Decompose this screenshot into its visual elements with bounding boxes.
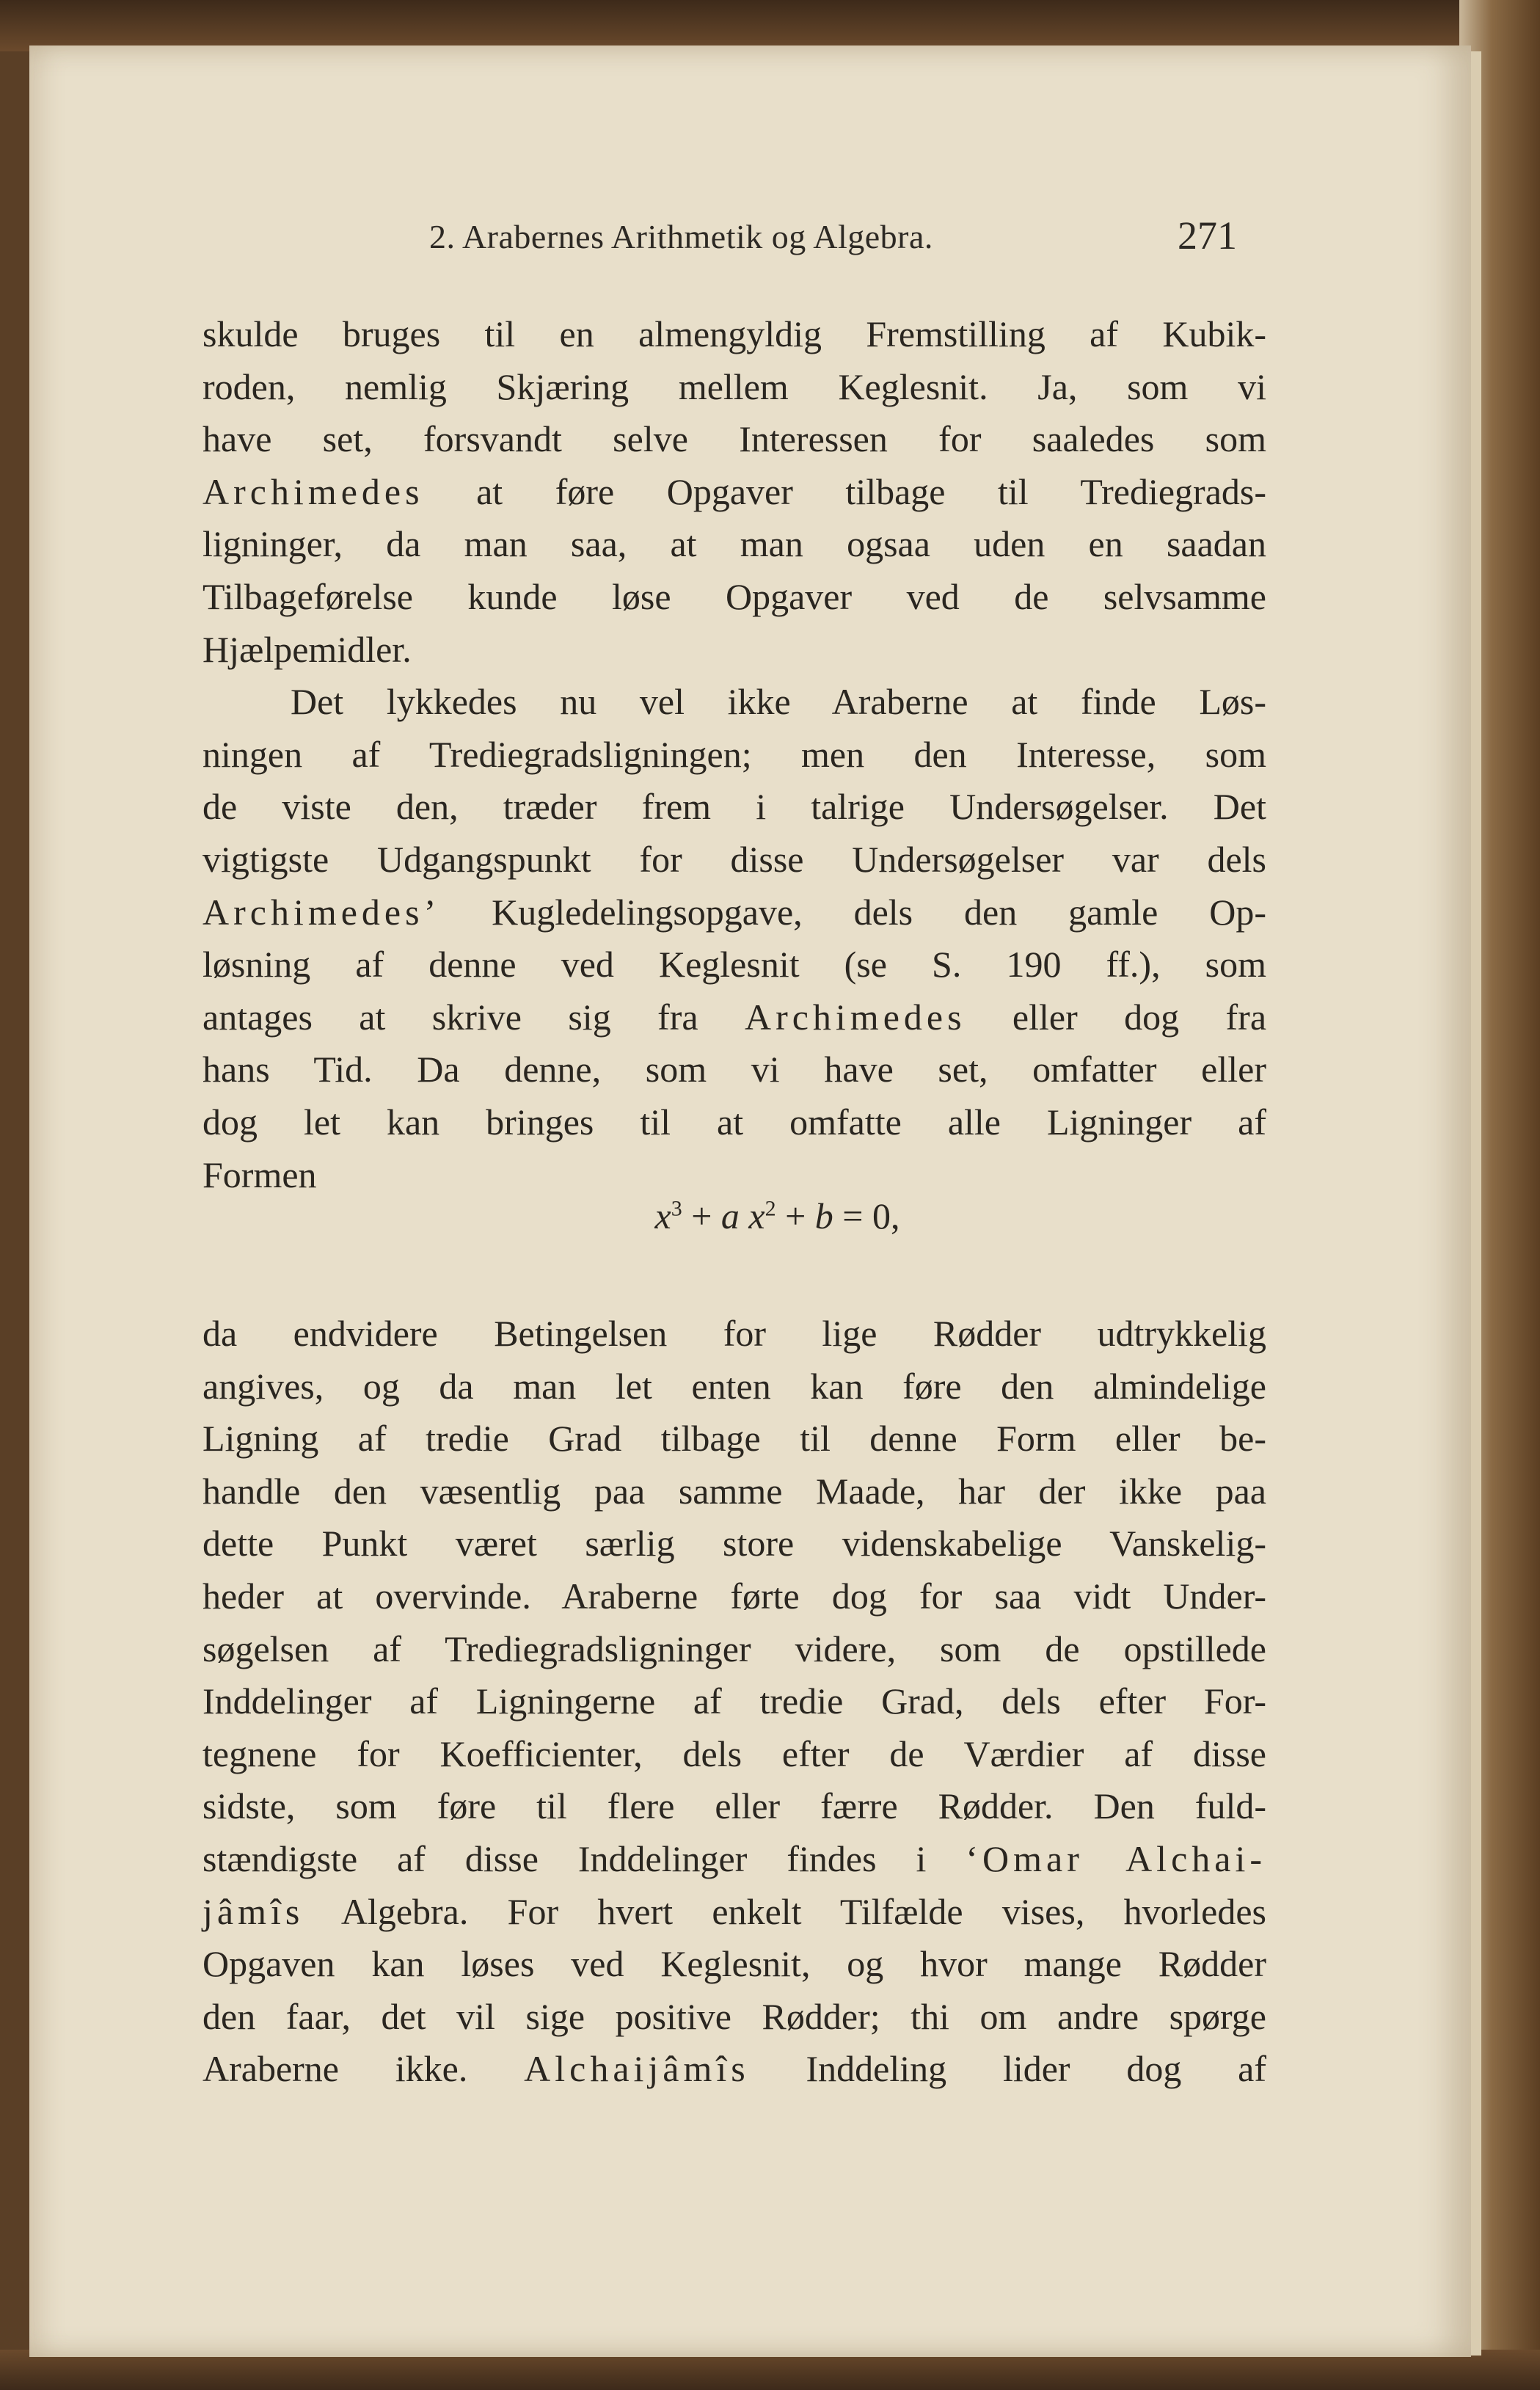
- equation-exp-2: 2: [764, 1196, 776, 1221]
- text-line: [202, 1360, 1266, 1413]
- text-segment: roden, nemlig Skjæring mellem Keglesnit. Ja, som vi: [202, 365, 1266, 407]
- emphasized-name: jâmîs: [202, 1890, 304, 1932]
- text-line: [202, 1780, 1266, 1833]
- text-line: [202, 1938, 1266, 1991]
- text-line: [202, 939, 1266, 991]
- text-line: [202, 1308, 1266, 1360]
- text-segment: have set, forsvandt selve Interessen for saaledes som: [202, 418, 1266, 460]
- text-line: [202, 1518, 1266, 1570]
- equation-a: a: [720, 1195, 740, 1236]
- text-segment: dog let kan bringes til at omfatte alle Ligninger af: [202, 1101, 1266, 1143]
- text-line: [202, 1675, 1266, 1728]
- text-segment: Ligning af tredie Grad tilbage til denne Form eller be-: [202, 1418, 1266, 1460]
- text-segment: de viste den, træder frem i talrige Undersøgelser. Det: [202, 786, 1266, 828]
- text-segment: sidste, som føre til flere eller færre Rødder. Den fuld-: [202, 1785, 1266, 1827]
- text-line: [202, 1413, 1266, 1465]
- text-line: [202, 308, 1266, 361]
- text-line: [202, 2043, 1266, 2096]
- text-line: [202, 361, 1266, 414]
- text-segment: at føre Opgaver tilbage til Trediegrads-: [423, 470, 1266, 512]
- text-line: [202, 1149, 1266, 1202]
- text-segment: skulde bruges til en almengyldig Fremstilling af Kubik-: [202, 313, 1266, 354]
- text-segment: tegnene for Koefficienter, dels efter de Værdier af disse: [202, 1733, 1266, 1774]
- text-line: [202, 834, 1266, 886]
- text-line: [202, 1833, 1266, 1886]
- text-segment: vigtigste Udgangspunkt for disse Undersøgelser var dels: [202, 838, 1266, 880]
- text-segment: handle den væsentlig paa samme Maade, har der ikke paa: [202, 1470, 1266, 1512]
- text-segment: da endvidere Betingelsen for lige Rødder udtrykkelig: [202, 1313, 1266, 1354]
- text-line: [202, 1096, 1266, 1149]
- text-block-1: [202, 308, 1266, 1201]
- emphasized-name: ‘Omar Alchai-: [966, 1837, 1266, 1879]
- text-segment: Opgaven kan løses ved Keglesnit, og hvor mange Rødder: [202, 1943, 1266, 1985]
- page-number: 271: [1178, 214, 1237, 258]
- text-segment: løsning af denne ved Keglesnit (se S. 190 ff.), som: [202, 944, 1266, 985]
- equation-x: x: [654, 1195, 671, 1236]
- text-segment: Inddeling lider dog af: [749, 2048, 1266, 2090]
- text-line: [202, 1886, 1266, 1939]
- text-segment: Algebra. For hvert enkelt Tilfælde vises, hvorledes: [304, 1890, 1266, 1932]
- text-line: [202, 1570, 1266, 1623]
- text-segment: Hjælpemidler.: [202, 628, 412, 670]
- text-line: [202, 729, 1266, 782]
- text-line: [202, 624, 1266, 677]
- text-line: [202, 518, 1266, 571]
- text-line: [202, 571, 1266, 624]
- text-line: [202, 1465, 1266, 1518]
- equation-plus: +: [691, 1195, 712, 1236]
- text-segment: Kugledelingsopgave, dels den gamle Op-: [440, 891, 1266, 933]
- book-binding-top: [0, 0, 1540, 51]
- text-segment: ningen af Trediegradsligningen; men den Interesse, som: [202, 733, 1266, 775]
- equation-x2: x: [748, 1195, 765, 1236]
- text-segment: eller dog fra: [966, 996, 1267, 1038]
- emphasized-name: Archimedes: [202, 470, 424, 512]
- text-segment: antages at skrive sig fra: [202, 996, 745, 1038]
- text-segment: angives, og da man let enten kan føre den almindelige: [202, 1365, 1266, 1407]
- equation-b: b: [814, 1195, 833, 1236]
- running-header: 2. Arabernes Arithmetik og Algebra.: [429, 218, 933, 255]
- text-segment: Det lykkedes nu vel ikke Araberne at finde Løs-: [291, 681, 1266, 723]
- equation: [0, 1195, 1540, 1237]
- text-segment: Formen: [202, 1154, 317, 1195]
- text-segment: Inddelinger af Ligningerne af tredie Grad, dels efter For-: [202, 1680, 1266, 1722]
- text-line: [202, 1623, 1266, 1676]
- equation-exp-3: 3: [671, 1196, 682, 1221]
- text-segment: ligninger, da man saa, at man ogsaa uden en saadan: [202, 523, 1266, 565]
- text-segment: dette Punkt været særlig store videnskabelige Vanskelig-: [202, 1523, 1266, 1564]
- text-line: [202, 413, 1266, 466]
- text-line: [202, 1991, 1266, 2044]
- text-block-2: [202, 1308, 1266, 2096]
- equation-equals-zero: = 0,: [842, 1195, 900, 1236]
- text-line: [202, 1043, 1266, 1096]
- text-line: [202, 1728, 1266, 1781]
- text-line: [202, 676, 1266, 729]
- text-line: [202, 781, 1266, 834]
- text-segment: søgelsen af Trediegradsligninger videre, som de opstillede: [202, 1628, 1266, 1669]
- equation-plus: +: [785, 1195, 806, 1236]
- text-segment: Tilbageførelse kunde løse Opgaver ved de selvsamme: [202, 575, 1266, 617]
- text-line: [202, 991, 1266, 1044]
- text-segment: stændigste af disse Inddelinger findes i: [202, 1837, 966, 1879]
- emphasized-name: Archimedes: [744, 996, 966, 1038]
- text-line: [202, 466, 1266, 519]
- text-line: [202, 886, 1266, 939]
- text-segment: hans Tid. Da denne, som vi have set, omfatter eller: [202, 1049, 1266, 1090]
- text-segment: den faar, det vil sige positive Rødder; thi om andre spørge: [202, 1995, 1266, 2037]
- text-segment: heder at overvinde. Araberne førte dog for saa vidt Under-: [202, 1575, 1266, 1617]
- emphasized-name: Archimedes’: [202, 891, 441, 933]
- text-segment: Araberne ikke.: [202, 2048, 525, 2090]
- emphasized-name: Alchaijâmîs: [524, 2048, 750, 2090]
